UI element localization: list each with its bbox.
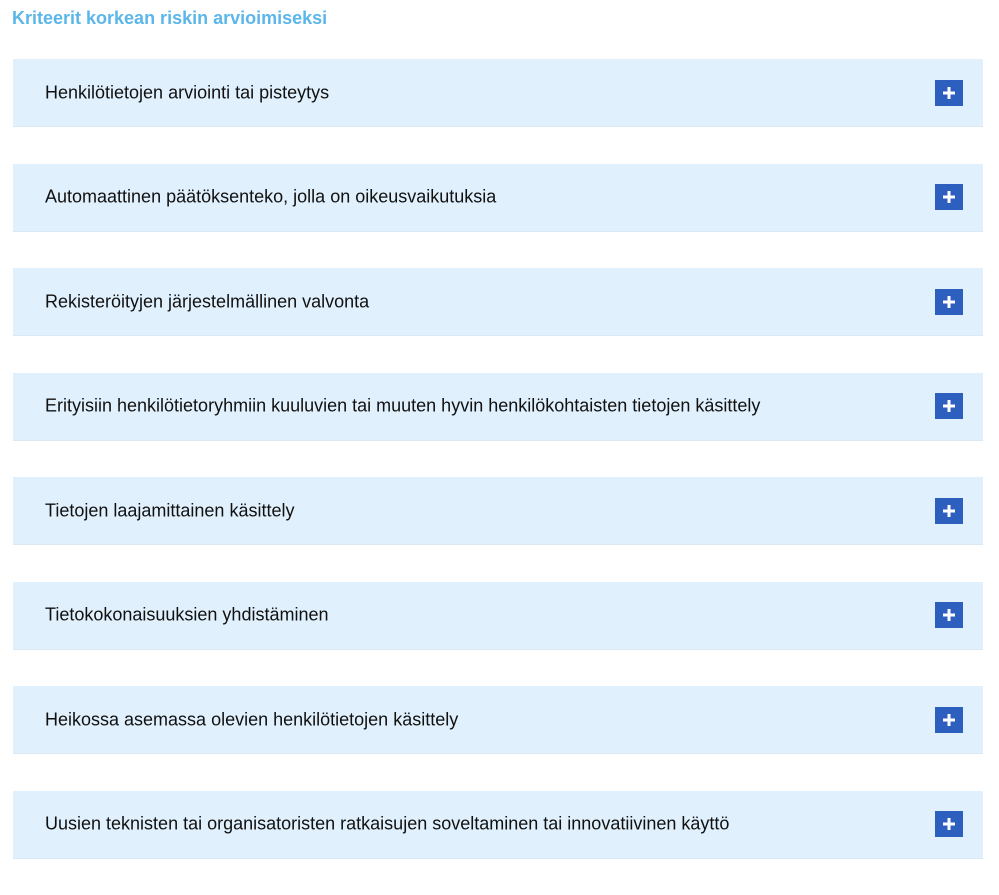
accordion-item-label: Automaattinen päätöksenteko, jolla on oikeusvaikutuksia [45,186,497,207]
accordion-item-systematic-monitoring[interactable] [13,268,983,336]
expand-button[interactable] [935,498,963,524]
expand-button[interactable] [935,289,963,315]
plus-icon [943,714,955,726]
expand-button[interactable] [935,602,963,628]
accordion-item-automated-decisions[interactable] [13,164,983,232]
expand-button[interactable] [935,811,963,837]
expand-button[interactable] [935,184,963,210]
accordion-item-vulnerable-subjects[interactable] [13,686,983,754]
expand-button[interactable] [935,393,963,419]
accordion-item-label: Tietojen laajamittainen käsittely [45,500,295,520]
accordion [13,59,983,895]
plus-icon [943,191,955,203]
plus-icon [943,609,955,621]
accordion-item-label: Rekisteröityjen järjestelmällinen valvonta [45,291,370,311]
accordion-item-dataset-combining[interactable] [13,582,983,650]
accordion-item-special-categories[interactable] [13,373,983,441]
plus-icon [943,505,955,517]
accordion-item-label: Uusien teknisten tai organisatoristen ratkaisujen soveltaminen tai innovatiivinen käyttö [45,813,730,834]
page-title: Kriteerit korkean riskin arvioimiseksi [12,8,328,28]
accordion-item-label: Henkilötietojen arviointi tai pisteytys [45,82,330,102]
accordion-item-evaluation-scoring[interactable] [13,59,983,127]
expand-button[interactable] [935,707,963,733]
accordion-item-label: Heikossa asemassa olevien henkilötietojen käsittely [45,709,459,729]
expand-button[interactable] [935,80,963,106]
plus-icon [943,296,955,308]
accordion-item-label: Tietokokonaisuuksien yhdistäminen [45,604,329,625]
accordion-item-large-scale-processing[interactable] [13,477,983,545]
accordion-item-label: Erityisiin henkilötietoryhmiin kuuluvien tai muuten hyvin henkilökohtaisten tietojen käsittely [45,395,761,416]
plus-icon [943,400,955,412]
accordion-item-innovative-technology[interactable] [13,791,983,859]
plus-icon [943,87,955,99]
plus-icon [943,818,955,830]
